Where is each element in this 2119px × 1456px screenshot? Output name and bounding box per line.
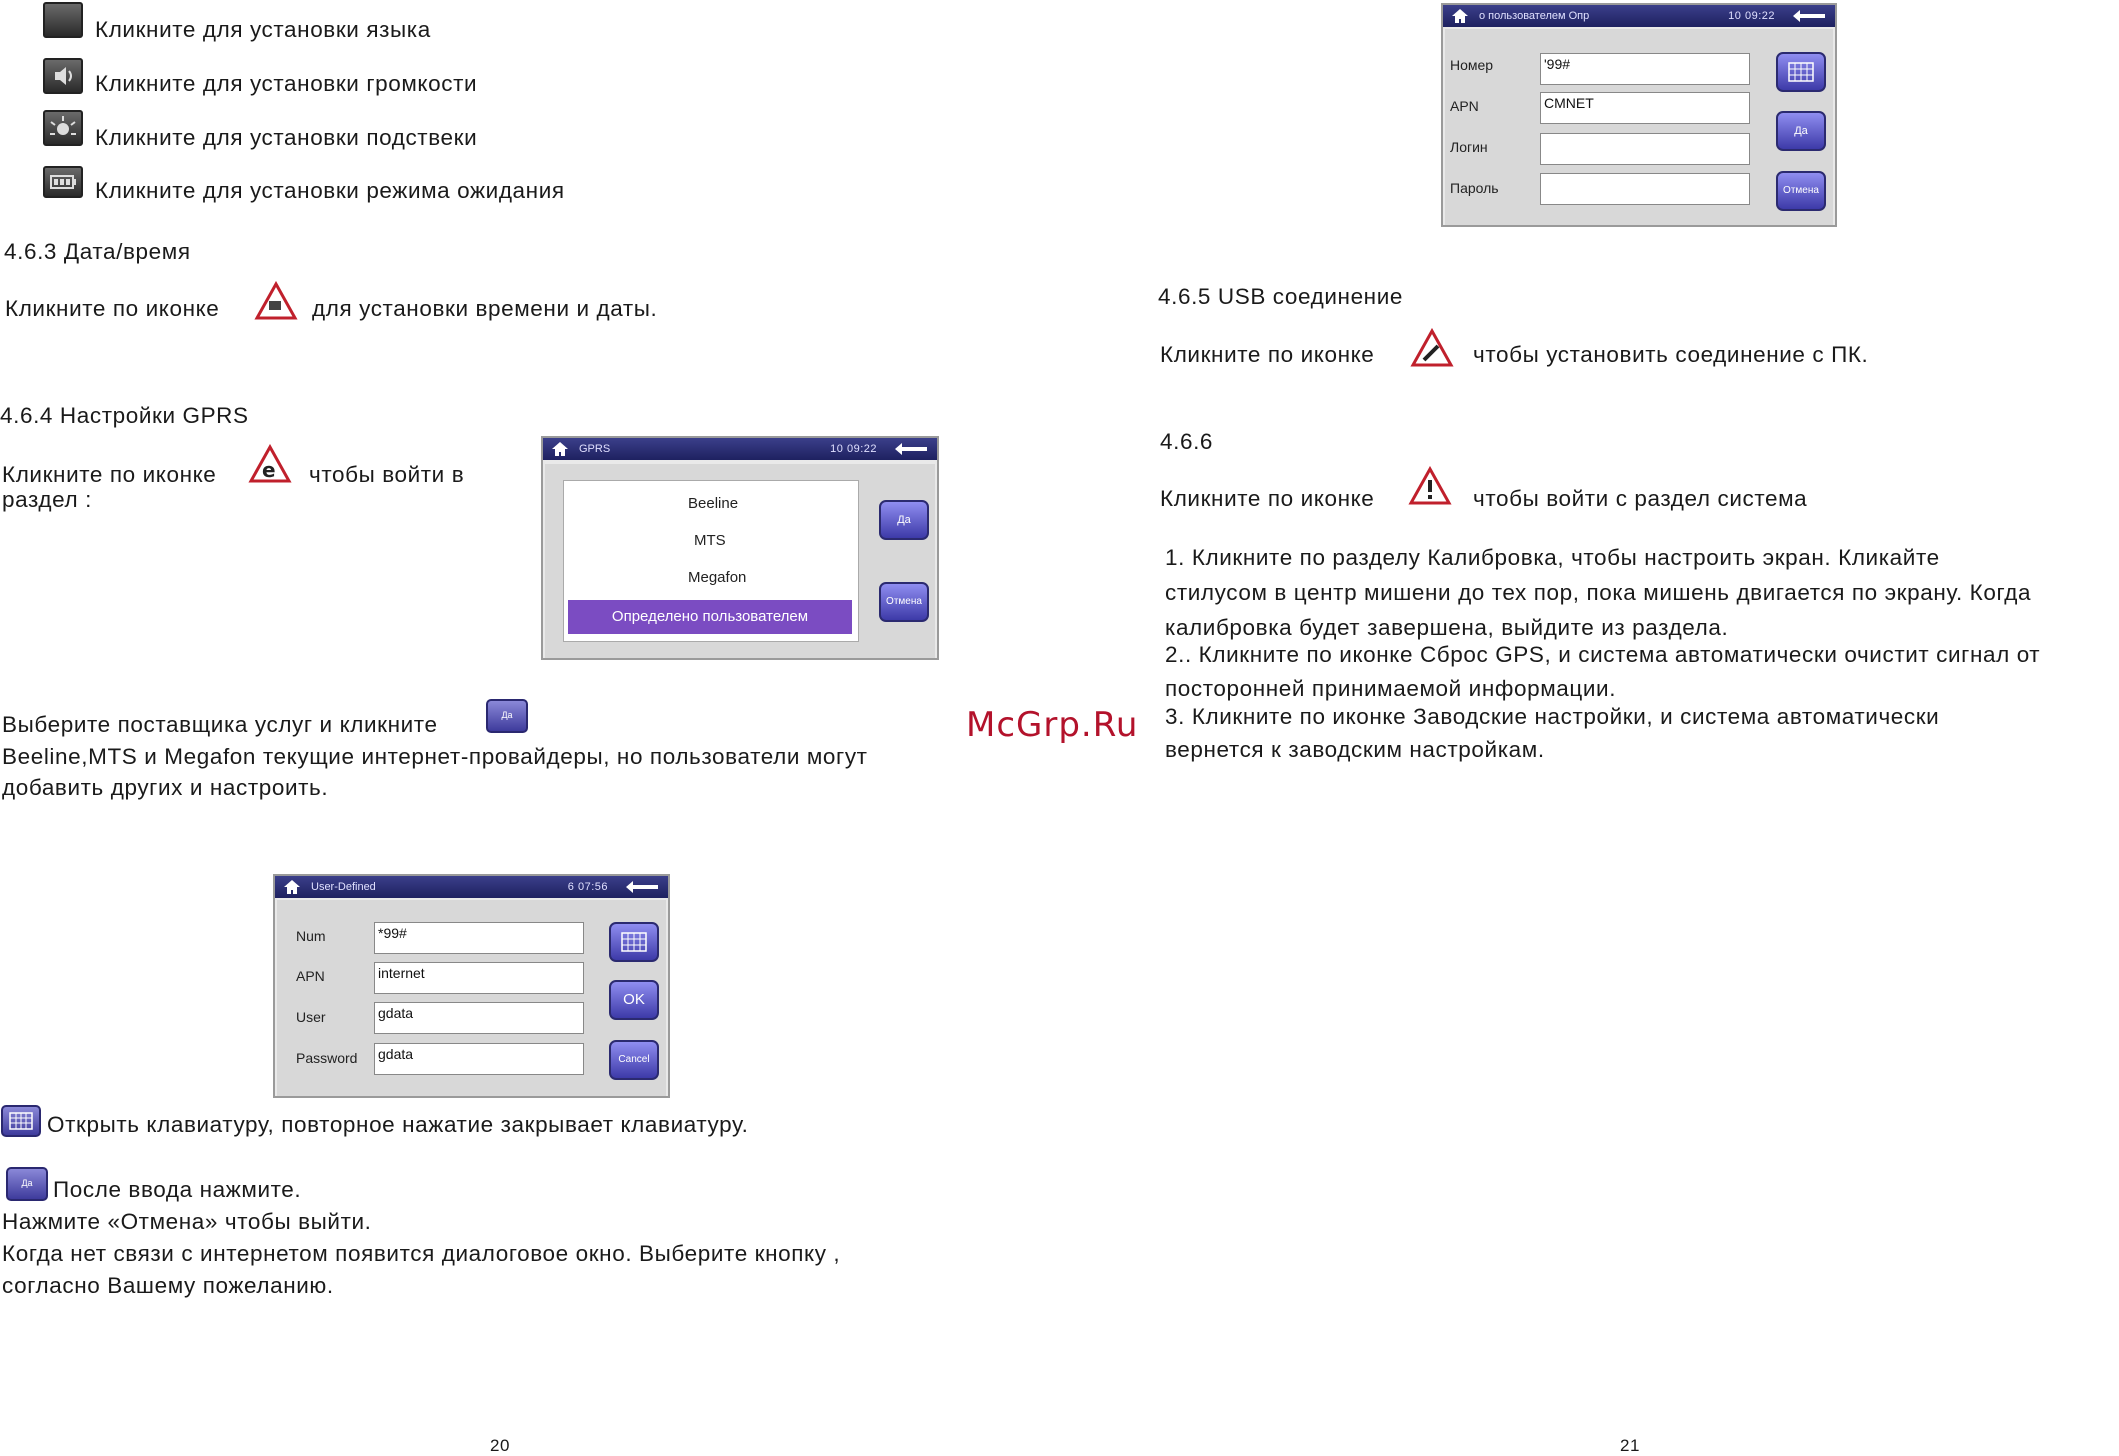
keyboard-icon xyxy=(611,924,657,960)
number-field[interactable]: '99# xyxy=(1540,53,1750,85)
back-icon[interactable] xyxy=(893,442,929,456)
status-text: 6 07:56 xyxy=(567,881,608,893)
provider-item-selected[interactable]: Определено пользователем xyxy=(568,600,852,634)
back-icon[interactable] xyxy=(624,880,660,894)
language-icon xyxy=(43,2,83,38)
gps-reset-text-1: 2.. Кликните по иконке Сброс GPS, и система автоматически очистит сигнал от xyxy=(1165,642,2041,667)
section-464-text-c: раздел : xyxy=(2,487,92,512)
yes-button[interactable]: Да xyxy=(1776,111,1826,151)
field-label: APN xyxy=(296,968,325,984)
provider-item[interactable]: Megafon xyxy=(688,569,747,586)
password-field[interactable]: gdata xyxy=(374,1043,584,1075)
section-466-text-a: Кликните по иконке xyxy=(1160,486,1375,511)
user-field[interactable]: gdata xyxy=(374,1002,584,1034)
screen-title: GPRS xyxy=(579,443,611,455)
status-bar xyxy=(1443,5,1835,27)
gprs-screen xyxy=(541,436,939,660)
user-settings-screen xyxy=(1441,3,1837,227)
datetime-icon xyxy=(254,281,298,321)
keyboard-note: Открыть клавиатуру, повторное нажатие закрывает клавиатуру. xyxy=(47,1112,749,1137)
field-label: Логин xyxy=(1450,139,1488,155)
usb-icon xyxy=(1410,328,1454,368)
section-463-text-b: для установки времени и даты. xyxy=(312,296,658,321)
apn-field[interactable]: CMNET xyxy=(1540,92,1750,124)
section-466-text-b: чтобы войти с раздел система xyxy=(1473,486,1808,511)
yes-button-icon: Да xyxy=(6,1167,48,1201)
cancel-note: Нажмите «Отмена» чтобы выйти. xyxy=(2,1209,372,1234)
svg-text:e: e xyxy=(262,458,276,482)
watermark: McGrp.Ru xyxy=(966,705,1139,745)
home-icon[interactable] xyxy=(283,879,301,895)
keyboard-icon xyxy=(1778,54,1824,90)
status-bar xyxy=(275,876,668,898)
providers-note-2: добавить других и настроить. xyxy=(2,775,329,800)
num-field[interactable]: *99# xyxy=(374,922,584,954)
volume-icon xyxy=(43,58,83,94)
field-label: User xyxy=(296,1009,326,1025)
backlight-icon xyxy=(43,110,83,146)
cancel-button[interactable]: Отмена xyxy=(879,582,929,622)
apn-field[interactable]: internet xyxy=(374,962,584,994)
status-bar xyxy=(543,438,937,460)
page-number-right: 21 xyxy=(1620,1436,1641,1455)
after-input-text: После ввода нажмите. xyxy=(53,1177,302,1202)
provider-item[interactable]: Beeline xyxy=(688,495,739,512)
page-number-left: 20 xyxy=(490,1436,511,1455)
user-defined-screen xyxy=(273,874,670,1098)
settings-item-standby: Кликните для установки режима ожидания xyxy=(95,178,565,203)
back-icon[interactable] xyxy=(1791,9,1827,23)
keyboard-icon xyxy=(3,1107,39,1135)
ok-button[interactable]: OK xyxy=(609,980,659,1020)
status-text: 10 09:22 xyxy=(1728,10,1775,22)
field-label: Password xyxy=(296,1050,358,1066)
yes-button[interactable]: Да xyxy=(879,500,929,540)
home-icon[interactable] xyxy=(1451,8,1469,24)
keyboard-button[interactable] xyxy=(1776,52,1826,92)
section-465-text-b: чтобы установить соединение с ПК. xyxy=(1473,342,1869,367)
keyboard-button[interactable] xyxy=(609,922,659,962)
settings-item-backlight: Кликните для установки подствеки xyxy=(95,125,478,150)
factory-reset-text-1: 3. Кликните по иконке Заводские настройки, и система автоматически xyxy=(1165,704,1940,729)
keyboard-button-icon xyxy=(1,1105,41,1137)
home-icon[interactable] xyxy=(551,441,569,457)
screen-title: User-Defined xyxy=(311,881,376,893)
section-465-title: 4.6.5 USB соединение xyxy=(1158,284,1403,309)
provider-item[interactable]: MTS xyxy=(694,532,726,549)
provider-list xyxy=(563,480,859,642)
password-field[interactable] xyxy=(1540,173,1750,205)
section-463-title: 4.6.3 Дата/время xyxy=(4,239,191,264)
gps-reset-text-2: посторонней принимаемой информации. xyxy=(1165,676,1617,701)
providers-note-1: Beeline,MTS и Megafon текущие интернет-провайдеры, но пользователи могут xyxy=(2,744,868,769)
calibration-text-1: 1. Кликните по разделу Калибровка, чтобы настроить экран. Кликайте xyxy=(1165,545,1940,570)
cancel-button[interactable]: Cancel xyxy=(609,1040,659,1080)
no-connection-text-2: согласно Вашему пожеланию. xyxy=(2,1273,334,1298)
field-label: Num xyxy=(296,928,326,944)
login-field[interactable] xyxy=(1540,133,1750,165)
section-464-title: 4.6.4 Настройки GPRS xyxy=(0,403,249,428)
section-463-text-a: Кликните по иконке xyxy=(5,296,220,321)
section-464-text-a: Кликните по иконке xyxy=(2,462,217,487)
field-label: Номер xyxy=(1450,57,1494,73)
factory-reset-text-2: вернется к заводским настройкам. xyxy=(1165,737,1545,762)
section-465-text-a: Кликните по иконке xyxy=(1160,342,1375,367)
status-text: 10 09:22 xyxy=(830,443,877,455)
settings-item-volume: Кликните для установки громкости xyxy=(95,71,478,96)
cancel-button[interactable]: Отмена xyxy=(1776,171,1826,211)
field-label: APN xyxy=(1450,98,1479,114)
yes-button-icon: Да xyxy=(486,699,528,733)
warning-icon xyxy=(1408,466,1452,506)
gprs-icon xyxy=(248,444,292,484)
section-466-title: 4.6.6 xyxy=(1160,429,1214,454)
section-464-text-b: чтобы войти в xyxy=(309,462,465,487)
standby-icon xyxy=(43,166,83,198)
calibration-text-2: стилусом в центр мишени до тех пор, пока мишень двигается по экрану. Когда xyxy=(1165,580,2032,605)
no-connection-text-1: Когда нет связи с интернетом появится диалоговое окно. Выберите кнопку , xyxy=(2,1241,841,1266)
calibration-text-3: калибровка будет завершена, выйдите из раздела. xyxy=(1165,615,1729,640)
select-provider-text: Выберите поставщика услуг и кликните xyxy=(2,712,438,737)
field-label: Пароль xyxy=(1450,180,1499,196)
screen-title: о пользователем Опр xyxy=(1479,10,1590,22)
settings-item-language: Кликните для установки языка xyxy=(95,17,431,42)
